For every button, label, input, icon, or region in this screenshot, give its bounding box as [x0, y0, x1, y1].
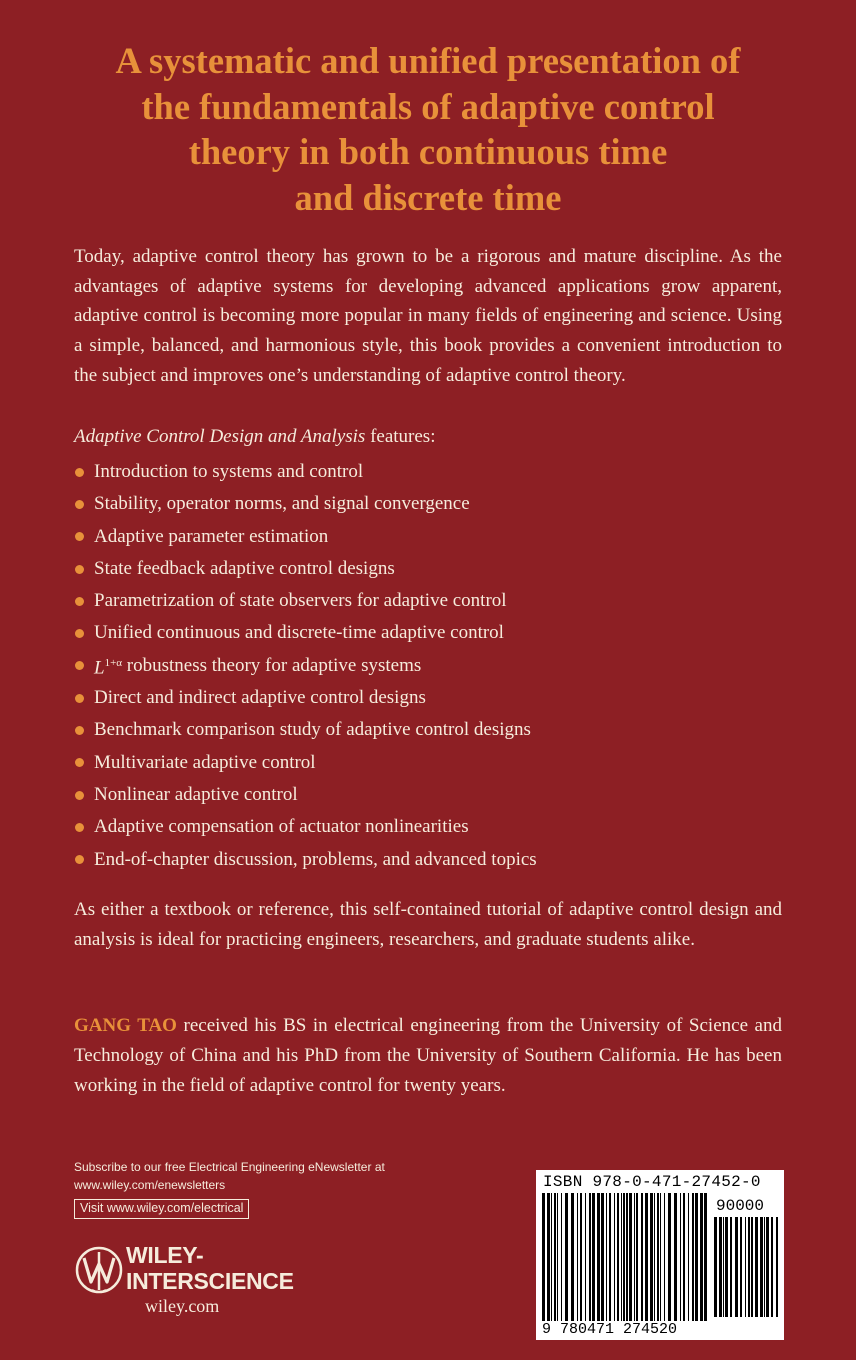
- barcode-bar: [589, 1193, 591, 1321]
- bullet-icon: [75, 823, 84, 832]
- barcode-bar: [585, 1193, 586, 1321]
- list-item: [74, 456, 774, 488]
- barcode-bar: [636, 1193, 638, 1321]
- feature-text: Nonlinear adaptive control: [94, 783, 298, 805]
- barcode-bar: [755, 1217, 758, 1317]
- list-item: [74, 779, 774, 811]
- headline-line: the fundamentals of adaptive control: [141, 85, 715, 127]
- barcode-bar: [606, 1193, 607, 1321]
- barcode-bar: [740, 1217, 742, 1317]
- feature-text: Adaptive parameter estimation: [94, 525, 329, 547]
- visit-link-box[interactable]: Visit www.wiley.com/electrical: [74, 1199, 249, 1219]
- barcode-bar: [776, 1217, 778, 1317]
- barcode-bar: [735, 1217, 738, 1317]
- headline-line: A systematic and unified presentation of: [115, 40, 741, 81]
- barcode-bar: [609, 1193, 611, 1321]
- bullet-icon: [75, 791, 84, 800]
- barcode-bar: [592, 1193, 595, 1321]
- barcode-bar: [664, 1193, 665, 1321]
- feature-text: Adaptive compensation of actuator nonlinearities: [94, 816, 469, 838]
- author-bio: [74, 1011, 782, 1101]
- bullet-icon: [75, 532, 84, 541]
- barcode-bar: [634, 1193, 635, 1321]
- barcode-bar: [571, 1193, 574, 1321]
- feature-text: Benchmark comparison study of adaptive control designs: [94, 719, 531, 741]
- barcode-bar: [764, 1217, 765, 1317]
- feature-text: End-of-chapter discussion, problems, and advanced topics: [94, 848, 537, 870]
- list-item: [74, 682, 774, 714]
- barcode-bars: [542, 1193, 708, 1321]
- bullet-icon: [75, 855, 84, 864]
- barcode-bar: [700, 1193, 703, 1321]
- barcode-addon-bars: [714, 1217, 778, 1317]
- barcode-bar: [668, 1193, 671, 1321]
- l-base: L: [94, 657, 105, 679]
- barcode-bar: [719, 1217, 722, 1317]
- barcode-bar: [680, 1193, 681, 1321]
- bullet-icon: [75, 758, 84, 767]
- barcode-bar: [723, 1217, 724, 1317]
- barcode-bar: [601, 1193, 604, 1321]
- barcode-bar: [688, 1193, 689, 1321]
- barcode-bar: [771, 1217, 773, 1317]
- newsletter-text: Subscribe to our free Electrical Engineering eNewsletter at: [74, 1160, 385, 1174]
- list-item: [74, 811, 774, 843]
- feature-text: State feedback adaptive control designs: [94, 557, 395, 579]
- barcode-bar: [547, 1193, 550, 1321]
- bullet-icon: [75, 565, 84, 574]
- publisher-line: WILEY-: [126, 1242, 204, 1268]
- list-item: [74, 650, 774, 682]
- bullet-icon: [75, 629, 84, 638]
- barcode-bar: [725, 1217, 728, 1317]
- bullet-icon: [75, 661, 84, 670]
- barcode-bar: [617, 1193, 619, 1321]
- newsletter-link[interactable]: www.wiley.com/enewsletters: [74, 1178, 226, 1192]
- isbn-number: ISBN 978-0-471-27452-0: [543, 1173, 761, 1191]
- features-list: [74, 456, 774, 876]
- publisher-name: [126, 1242, 294, 1294]
- barcode-bar: [692, 1193, 694, 1321]
- barcode: [536, 1170, 784, 1340]
- list-item: [74, 585, 774, 617]
- barcode-bar: [751, 1217, 753, 1317]
- author-name: GANG TAO: [74, 1015, 177, 1036]
- newsletter-info: [74, 1158, 494, 1194]
- barcode-bar: [565, 1193, 568, 1321]
- bullet-icon: [75, 694, 84, 703]
- l-exponent: 1+α: [104, 657, 123, 670]
- barcode-bar: [623, 1193, 625, 1321]
- headline: [60, 38, 796, 220]
- barcode-bar: [554, 1193, 556, 1321]
- barcode-bar: [626, 1193, 628, 1321]
- barcode-bar: [577, 1193, 578, 1321]
- headline-line: theory in both continuous time: [188, 131, 668, 172]
- barcode-bar: [683, 1193, 685, 1321]
- features-title-rest: features:: [365, 426, 436, 447]
- barcode-bar: [695, 1193, 698, 1321]
- barcode-bar: [645, 1193, 648, 1321]
- book-title: Adaptive Control Design and Analysis: [74, 426, 366, 447]
- barcode-bar: [641, 1193, 643, 1321]
- bullet-icon: [75, 726, 84, 735]
- features-title: [74, 423, 774, 451]
- bullet-icon: [75, 597, 84, 606]
- feature-text: Direct and indirect adaptive control designs: [94, 687, 426, 709]
- barcode-bar: [580, 1193, 582, 1321]
- feature-text: Introduction to systems and control: [94, 461, 364, 482]
- list-item: [74, 844, 774, 876]
- barcode-bar: [704, 1193, 707, 1321]
- ean-number: 9 780471 274520: [542, 1321, 678, 1338]
- barcode-bar: [760, 1217, 763, 1317]
- wiley-logo-icon: [74, 1244, 124, 1296]
- barcode-bar: [650, 1193, 653, 1321]
- barcode-bar: [748, 1217, 750, 1317]
- barcode-bar: [660, 1193, 661, 1321]
- barcode-bar: [561, 1193, 562, 1321]
- list-item: [74, 553, 774, 585]
- barcode-bar: [551, 1193, 552, 1321]
- headline-line: and discrete time: [294, 176, 562, 218]
- bullet-icon: [75, 468, 84, 477]
- list-item: [74, 521, 774, 553]
- feature-text: Multivariate adaptive control: [94, 751, 316, 773]
- barcode-bar: [614, 1193, 615, 1321]
- list-item: [74, 617, 774, 649]
- list-item: [74, 714, 774, 746]
- publisher-site[interactable]: wiley.com: [145, 1296, 220, 1316]
- feature-text: Unified continuous and discrete-time adaptive control: [94, 622, 504, 644]
- feature-text: Stability, operator norms, and signal convergence: [94, 493, 470, 515]
- barcode-bar: [766, 1217, 769, 1317]
- bullet-icon: [75, 500, 84, 509]
- list-item: [74, 747, 774, 779]
- barcode-bar: [745, 1217, 746, 1317]
- barcode-bar: [657, 1193, 659, 1321]
- barcode-bar: [629, 1193, 632, 1321]
- publisher-line: INTERSCIENCE: [126, 1268, 294, 1294]
- barcode-bar: [542, 1193, 545, 1321]
- outro-paragraph: As either a textbook or reference, this self-contained tutorial of adaptive control design and analysis is ideal for practicing engineers, researchers, and graduate students alike.: [74, 899, 782, 950]
- barcode-bar: [621, 1193, 622, 1321]
- barcode-bar: [730, 1217, 732, 1317]
- barcode-bar: [597, 1193, 600, 1321]
- price-code: 90000: [716, 1197, 765, 1215]
- list-item: [74, 488, 774, 520]
- barcode-bar: [674, 1193, 677, 1321]
- barcode-bar: [714, 1217, 717, 1317]
- barcode-bar: [557, 1193, 558, 1321]
- l-norm-symbol: [94, 647, 122, 685]
- feature-text: Parametrization of state observers for adaptive control: [94, 590, 507, 612]
- intro-paragraph: Today, adaptive control theory has grown to be a rigorous and mature discipline. As the advantages of adaptive systems for developing advanced applications grow apparent, adaptive control is becoming more popular in many fields of engineering and science. Using a simple, balanced, and harmonious style, this book provides a convenient introduction to the subject and improves one’s understanding of adaptive control theory.: [74, 246, 782, 386]
- feature-text: robustness theory for adaptive systems: [126, 654, 422, 676]
- barcode-bar: [654, 1193, 655, 1321]
- author-bio-text: received his BS in electrical engineering from the University of Science and Technology of China and his PhD from the University of Southern California. He has been working in the field of adaptive control for twenty years.: [74, 1015, 782, 1096]
